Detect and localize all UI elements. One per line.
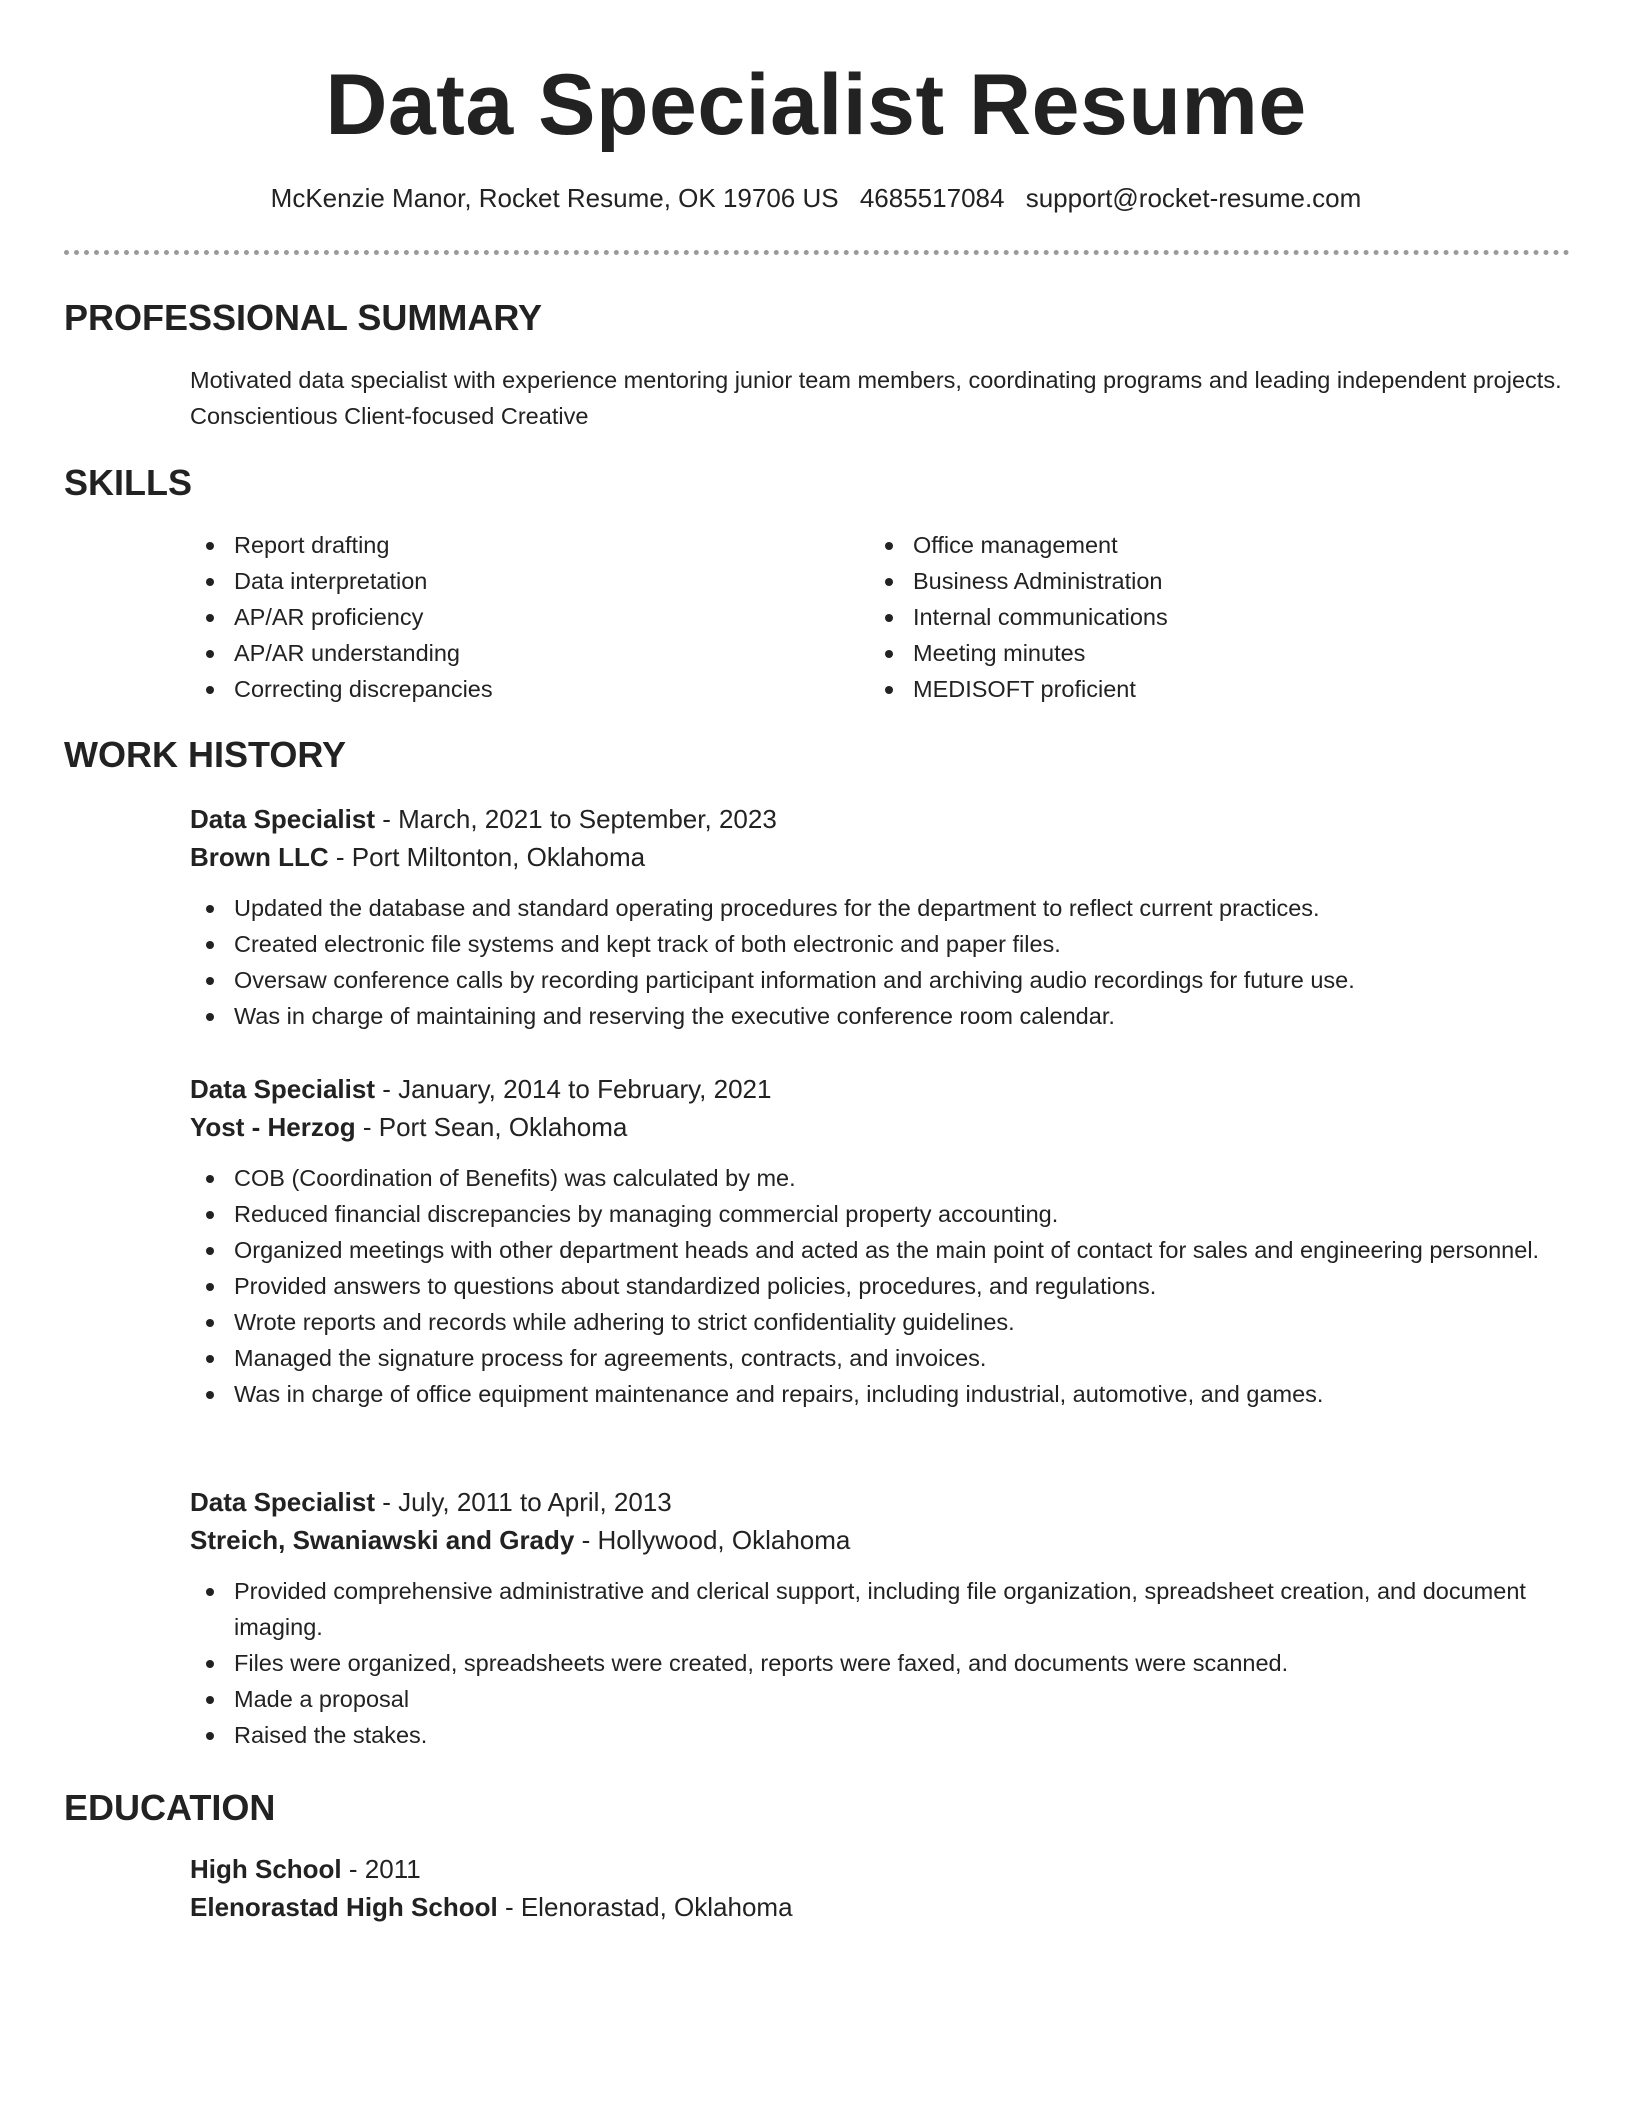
- contact-email: support@rocket-resume.com: [1025, 183, 1362, 213]
- resume-title: Data Specialist Resume: [325, 57, 1307, 153]
- job-bullet: Was in charge of office equipment maintenance and repairs, including industrial, automotive, and games.: [190, 1376, 1580, 1412]
- job-bullet: Raised the stakes.: [190, 1717, 1580, 1753]
- education-location: - Elenorastad, Oklahoma: [497, 1892, 793, 1922]
- skill-item: Internal communications: [869, 599, 1509, 635]
- job-bullet: Oversaw conference calls by recording participant information and archiving audio recordings for future use.: [190, 962, 1580, 998]
- job-bullet: Managed the signature process for agreements, contracts, and invoices.: [190, 1340, 1580, 1376]
- job-entry: [190, 800, 1580, 1034]
- job-dates: - July, 2011 to April, 2013: [374, 1487, 672, 1517]
- header-divider: [64, 250, 1570, 255]
- contact-line: [0, 180, 1632, 216]
- job-dates: - January, 2014 to February, 2021: [374, 1074, 772, 1104]
- education-heading: EDUCATION: [64, 1787, 276, 1828]
- work-history-heading: WORK HISTORY: [64, 734, 347, 775]
- skill-item: Business Administration: [869, 563, 1509, 599]
- job-location: - Port Sean, Oklahoma: [355, 1112, 628, 1142]
- job-company: Yost - Herzog: [190, 1112, 356, 1142]
- summary-text: Motivated data specialist with experience mentoring junior team members, coordinating programs and leading independent projects. Conscientious Client-focused Creative: [190, 367, 1562, 429]
- job-bullet: Updated the database and standard operating procedures for the department to reflect current practices.: [190, 890, 1580, 926]
- skill-item: Correcting discrepancies: [190, 671, 830, 707]
- summary-heading: PROFESSIONAL SUMMARY: [64, 297, 543, 338]
- education-entry: [190, 1850, 1580, 1940]
- job-location: - Hollywood, Oklahoma: [574, 1525, 851, 1555]
- skill-item: Office management: [869, 527, 1509, 563]
- job-bullet: COB (Coordination of Benefits) was calculated by me.: [190, 1160, 1580, 1196]
- skill-item: AP/AR understanding: [190, 635, 830, 671]
- skill-item: Report drafting: [190, 527, 830, 563]
- job-company: Streich, Swaniawski and Grady: [190, 1525, 575, 1555]
- job-bullet: Files were organized, spreadsheets were created, reports were faxed, and documents were scanned.: [190, 1645, 1580, 1681]
- job-location: - Port Miltonton, Oklahoma: [328, 842, 646, 872]
- job-bullet: Organized meetings with other department heads and acted as the main point of contact for sales and engineering personnel.: [190, 1232, 1580, 1268]
- job-entry: [190, 1070, 1580, 1412]
- contact-address: McKenzie Manor, Rocket Resume, OK 19706 US: [270, 183, 839, 213]
- job-bullet: Was in charge of maintaining and reserving the executive conference room calendar.: [190, 998, 1580, 1034]
- skills-heading: SKILLS: [64, 462, 193, 503]
- job-bullet: Created electronic file systems and kept track of both electronic and paper files.: [190, 926, 1580, 962]
- job-bullet: Reduced financial discrepancies by managing commercial property accounting.: [190, 1196, 1580, 1232]
- contact-phone: 4685517084: [859, 183, 1005, 213]
- job-bullet: Made a proposal: [190, 1681, 1580, 1717]
- job-company: Brown LLC: [190, 842, 329, 872]
- skills-left-column: [190, 527, 830, 707]
- skills-right-column: [869, 527, 1509, 707]
- education-school: Elenorastad High School: [190, 1892, 498, 1922]
- skill-item: AP/AR proficiency: [190, 599, 830, 635]
- education-year: - 2011: [341, 1854, 421, 1884]
- job-dates: - March, 2021 to September, 2023: [374, 804, 777, 834]
- job-title: Data Specialist: [190, 1487, 375, 1517]
- job-bullet: Provided answers to questions about standardized policies, procedures, and regulations.: [190, 1268, 1580, 1304]
- skill-item: Meeting minutes: [869, 635, 1509, 671]
- job-entry: [190, 1483, 1580, 1753]
- job-title: Data Specialist: [190, 804, 375, 834]
- education-degree: High School: [190, 1854, 342, 1884]
- job-bullet: Provided comprehensive administrative and clerical support, including file organization, spreadsheet creation, and document imaging.: [190, 1573, 1580, 1645]
- job-bullet: Wrote reports and records while adhering to strict confidentiality guidelines.: [190, 1304, 1580, 1340]
- skill-item: MEDISOFT proficient: [869, 671, 1509, 707]
- skill-item: Data interpretation: [190, 563, 830, 599]
- job-title: Data Specialist: [190, 1074, 375, 1104]
